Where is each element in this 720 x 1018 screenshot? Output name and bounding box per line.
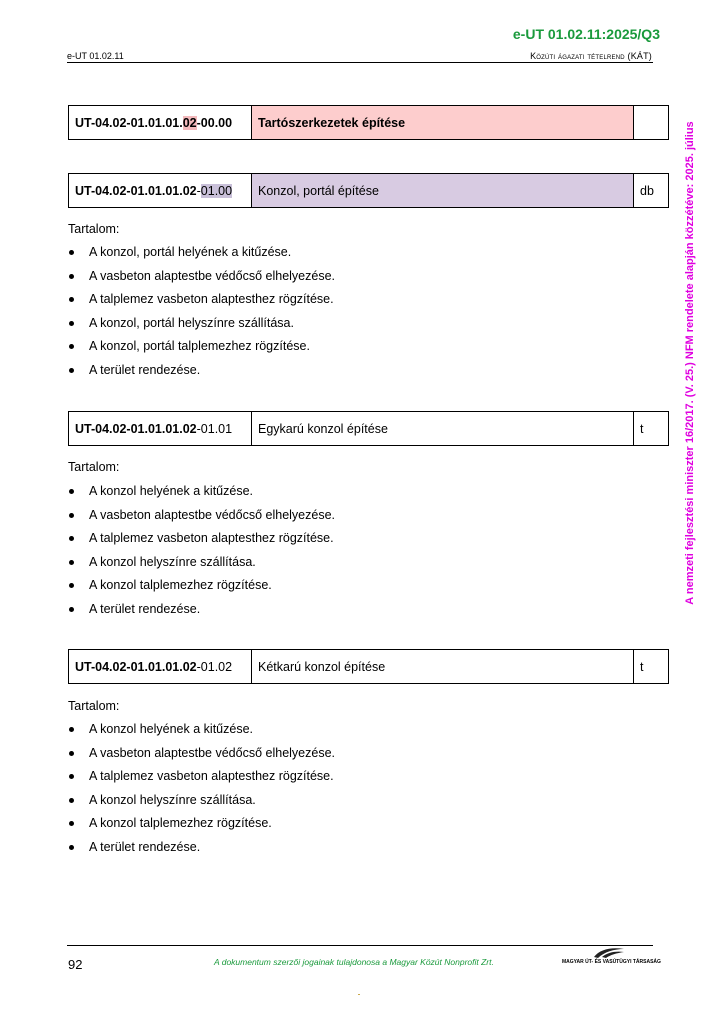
content-label: Tartalom: (68, 222, 120, 236)
footer-copyright: A dokumentum szerzői jogainak tulajdonosa a Magyar Közút Nonprofit Zrt. (214, 957, 494, 967)
list-item: A konzol talplemezhez rögzítése. (68, 574, 335, 598)
item-code: UT-04.02-01.01.01.02-01.00 (69, 174, 252, 208)
logo-text: MAGYAR ÚT- ÉS VASÚTÜGYI TÁRSASÁG (562, 959, 661, 965)
item-unit: t (634, 650, 669, 684)
list-item: A konzol helyének a kitűzése. (68, 480, 335, 504)
list-item: A vasbeton alaptestbe védőcső elhelyezése. (68, 265, 335, 289)
item-table-0 (68, 105, 669, 140)
item-name: Tartószerkezetek építése (252, 106, 634, 140)
list-item: A konzol, portál helyének a kitűzése. (68, 241, 335, 265)
content-label: Tartalom: (68, 460, 120, 474)
list-item: A terület rendezése. (68, 359, 335, 383)
list-item: A talplemez vasbeton alaptesthez rögzítése. (68, 527, 335, 551)
society-logo (562, 946, 661, 968)
item-code: UT-04.02-01.01.01.02-01.01 (69, 412, 252, 446)
item-code: UT-04.02-01.01.01.02-01.02 (69, 650, 252, 684)
item-unit: t (634, 412, 669, 446)
header-divider (67, 62, 653, 63)
item-name: Egykarú konzol építése (252, 412, 634, 446)
stray-dot (358, 994, 360, 995)
side-publication-note: A nemzeti fejlesztési miniszter 16/2017. (V. 25.) NFM rendelete alapján közzétéve: 2025. július (684, 121, 696, 605)
item-table-3 (68, 649, 669, 684)
list-item: A terület rendezése. (68, 836, 335, 860)
list-item: A vasbeton alaptestbe védőcső elhelyezése. (68, 742, 335, 766)
list-item: A konzol helyszínre szállítása. (68, 789, 335, 813)
item-table-1 (68, 173, 669, 208)
list-item: A konzol helyének a kitűzése. (68, 718, 335, 742)
list-item: A talplemez vasbeton alaptesthez rögzítése. (68, 288, 335, 312)
page-number: 92 (68, 957, 83, 972)
header-right-label: Közúti ágazati tételrend (KÁT) (530, 51, 652, 61)
item-name: Kétkarú konzol építése (252, 650, 634, 684)
content-label: Tartalom: (68, 699, 120, 713)
list-item: A talplemez vasbeton alaptesthez rögzítése. (68, 765, 335, 789)
list-item: A konzol helyszínre szállítása. (68, 551, 335, 575)
list-item: A konzol, portál helyszínre szállítása. (68, 312, 335, 336)
road-swoosh-icon (592, 946, 626, 959)
item-unit: db (634, 174, 669, 208)
list-item: A terület rendezése. (68, 598, 335, 622)
item-code: UT-04.02-01.01.01.02-00.00 (69, 106, 252, 140)
item-table-2 (68, 411, 669, 446)
item-unit (634, 106, 669, 140)
list-item: A konzol, portál talplemezhez rögzítése. (68, 335, 335, 359)
content-list (68, 241, 335, 382)
list-item: A konzol talplemezhez rögzítése. (68, 812, 335, 836)
header-left-label: e-UT 01.02.11 (67, 51, 124, 61)
content-list (68, 718, 335, 859)
content-list (68, 480, 335, 621)
document-code: e-UT 01.02.11:2025/Q3 (512, 26, 660, 42)
list-item: A vasbeton alaptestbe védőcső elhelyezése. (68, 504, 335, 528)
item-name: Konzol, portál építése (252, 174, 634, 208)
